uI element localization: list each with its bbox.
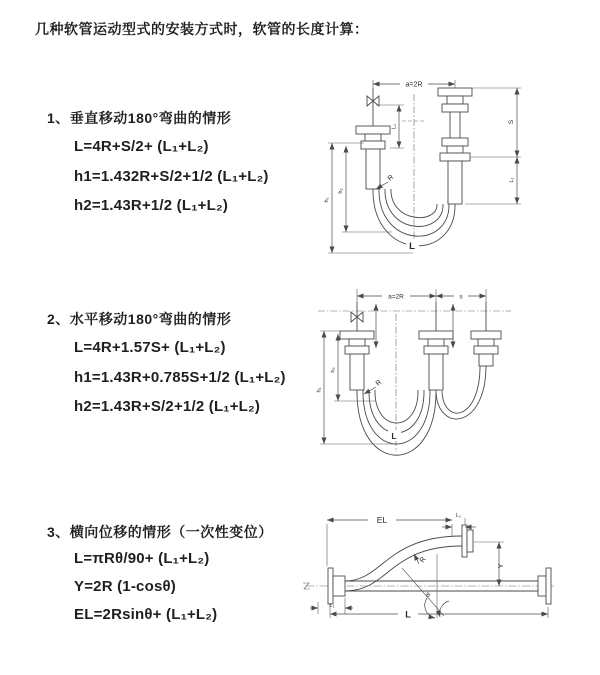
upper-flange	[462, 525, 473, 557]
section-2-formula-h1: h1=1.43R+0.785S+1/2 (L₁+L₂)	[74, 369, 286, 386]
section-3-formula-EL: EL=2Rsinθ+ (L₁+L₂)	[74, 606, 218, 623]
braided-hose-section	[366, 149, 380, 189]
dimension-el-label: EL	[376, 515, 388, 525]
dimension-s	[470, 88, 521, 157]
angle-theta-label: θ	[426, 592, 430, 599]
braided-hose-section	[448, 161, 462, 204]
section-1-formula-h2: h2=1.43R+1/2 (L₁+L₂)	[74, 197, 229, 214]
hose-s-curve	[345, 536, 462, 591]
dimension-h1-label: h₁	[324, 197, 330, 203]
dimension-l2	[465, 157, 521, 204]
right-flange	[538, 568, 551, 604]
braided-hose-section	[350, 354, 364, 390]
section-1-heading: 1、垂直移动180°弯曲的情形	[47, 110, 232, 126]
length-label: L	[405, 609, 411, 620]
radius-callout	[414, 554, 428, 564]
braided-hose-section	[479, 354, 493, 366]
dimension-span	[357, 289, 486, 302]
left-flange	[328, 568, 345, 604]
right-pipe-connector	[438, 88, 472, 204]
dimension-y	[474, 542, 505, 586]
radius-callout	[364, 379, 383, 394]
dimension-span-label: a=2R	[388, 293, 404, 301]
diagram-vertical-180-bend	[320, 76, 530, 258]
section-1-formula-L: L=4R+S/2+ (L₁+L₂)	[74, 138, 209, 155]
section-1-formula-h1: h1=1.432R+S/2+1/2 (L₁+L₂)	[74, 168, 269, 185]
dimension-h1-label: h₁	[316, 387, 323, 393]
section-3-heading: 3、横向位移的情形（一次性变位）	[47, 524, 273, 540]
section-2-heading: 2、水平移动180°弯曲的情形	[47, 311, 232, 327]
left-pipe-connector	[340, 302, 374, 390]
left-pipe-connector	[356, 88, 390, 189]
section-3-formula-L: L=πRθ/90+ (L₁+L₂)	[74, 550, 210, 567]
hose-curves	[357, 366, 486, 455]
braided-hose-section	[429, 354, 443, 390]
dimension-h2-label: h₂	[330, 367, 337, 373]
radius-label: R	[386, 173, 396, 183]
radius-label: R	[374, 378, 384, 388]
dimension-span-label: a=2R	[405, 81, 423, 89]
dimension-h2	[338, 146, 392, 232]
radius-label: R	[418, 555, 428, 565]
dimension-l1-bottom-label: L₁	[329, 603, 335, 609]
dimension-s-label: S	[508, 119, 515, 125]
dimension-length	[330, 604, 548, 620]
right-pipe-connector	[471, 302, 501, 366]
dimension-offset-label: s	[459, 293, 463, 301]
dimension-h2-label: h₂	[338, 188, 344, 194]
length-label: L	[391, 431, 397, 441]
middle-pipe-connector	[419, 302, 453, 390]
section-2-formula-h2: h2=1.43R+S/2+1/2 (L₁+L₂)	[74, 398, 261, 415]
section-2-formula-L: L=4R+1.57S+ (L₁+L₂)	[74, 339, 226, 356]
dimension-l2-label: L₂	[509, 177, 515, 183]
dimension-y-label: Y	[496, 563, 505, 569]
diagram-horizontal-180-bend	[316, 284, 531, 456]
dimension-l1-top-label: L₁	[456, 513, 461, 519]
dimension-offset	[436, 294, 486, 301]
length-label: L	[409, 241, 415, 252]
page-title: 几种软管运动型式的安装方式时，软管的长度计算：	[35, 21, 369, 37]
section-3-formula-Y: Y=2R (1-cosθ)	[74, 578, 176, 595]
diagram-lateral-displacement	[298, 506, 588, 628]
dimension-l1-label: L₁	[391, 124, 398, 129]
